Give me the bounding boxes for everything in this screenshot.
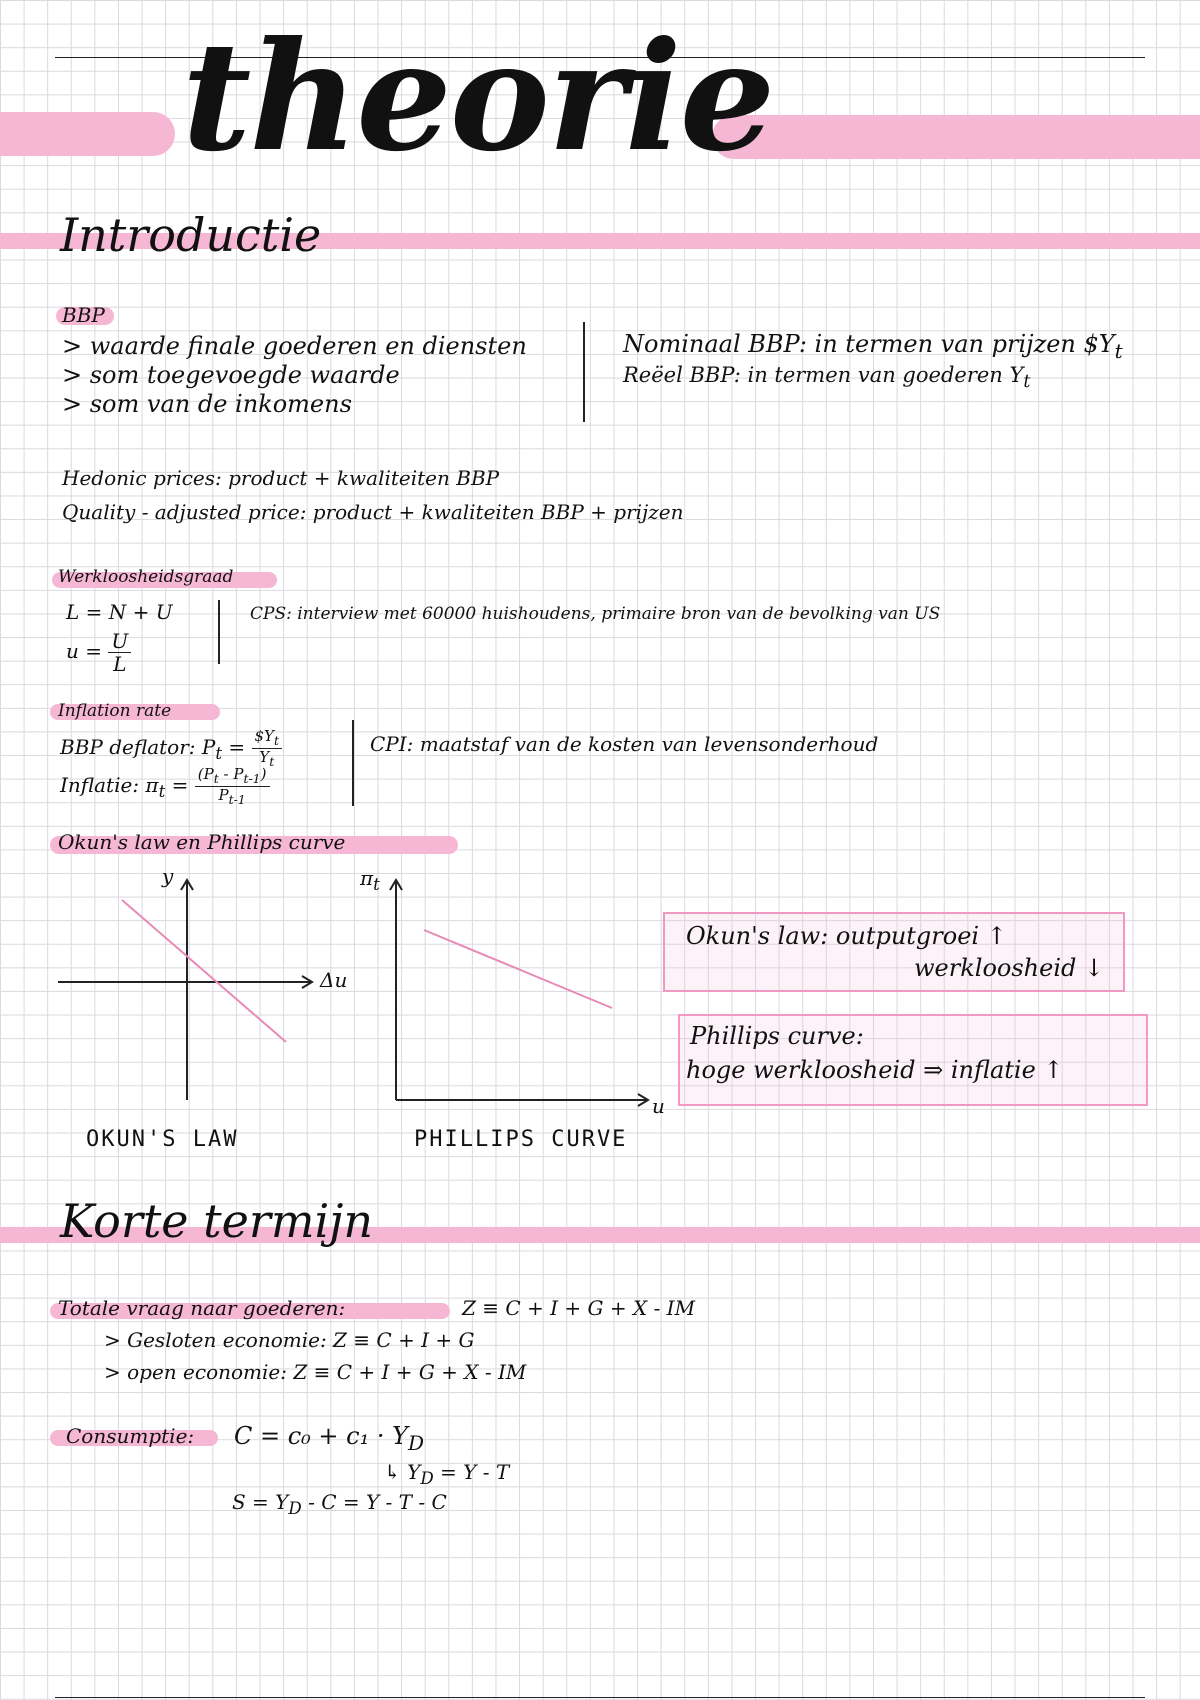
- okun-y-axis-label: y: [162, 864, 174, 888]
- okun-label: Okun's law en Phillips curve: [58, 830, 346, 854]
- inflatie-fraction: $\frac{(P_t - P_{t-1})}{P_{t-1}}$: [195, 766, 270, 807]
- totale-eq: Z ≡ C + I + G + X - IM: [462, 1296, 696, 1320]
- bbp-definitions: [623, 330, 1123, 393]
- title-highlight-left: [0, 112, 175, 156]
- bottom-rule: [55, 1697, 1145, 1698]
- inflation-label: Inflation rate: [58, 701, 172, 721]
- phillips-note-line2: hoge werkloosheid ⇒ inflatie ↑: [686, 1056, 1064, 1084]
- phillips-graph: [380, 860, 680, 1110]
- korte-heading: Korte termijn: [60, 1194, 374, 1248]
- werkloosheid-divider: [218, 600, 220, 664]
- phillips-x-axis-label: u: [652, 1094, 665, 1118]
- bbp-divider: [583, 322, 585, 422]
- bbp-bullet: > waarde finale goederen en diensten: [62, 332, 527, 360]
- page-title: theorie: [182, 9, 774, 185]
- bbp-bullet: > som toegevoegde waarde: [62, 360, 400, 389]
- okun-caption: OKUN'S LAW: [86, 1127, 239, 1152]
- werkloosheid-label: Werkloosheidsgraad: [58, 567, 234, 587]
- okun-note-line1: Okun's law: outputgroei ↑: [686, 922, 1007, 950]
- open-line: > open economie: Z ≡ C + I + G + X - IM: [104, 1360, 527, 1384]
- nominal-bbp: Nominaal BBP: in termen van prijzen $\$Y_t$: [623, 330, 1123, 363]
- consumptie-label: Consumptie:: [66, 1424, 195, 1448]
- gesloten-line: > Gesloten economie: Z ≡ C + I + G: [104, 1328, 475, 1352]
- title-highlight-right: [712, 115, 1200, 159]
- quality-line: Quality - adjusted price: product + kwaliteiten BBP + prijzen: [62, 500, 684, 524]
- bbp-bullet: > som van de inkomens: [62, 389, 352, 418]
- okun-graph: [50, 860, 350, 1110]
- phillips-note-line1: Phillips curve:: [690, 1022, 864, 1050]
- yd-eq: ↳ $Y_D = Y - T$: [384, 1460, 510, 1488]
- cps-line: CPS: interview met 60000 huishoudens, primaire bron van de bevolking van US: [250, 604, 941, 624]
- phillips-caption: PHILLIPS CURVE: [414, 1127, 628, 1152]
- werkloosheid-fraction: $\frac{U}{L}$: [108, 630, 131, 675]
- werkloosheid-eq2: u = $\frac{U}{L}$: [66, 630, 131, 675]
- werkloosheid-eq1: L = N + U: [66, 600, 173, 624]
- intro-heading: Introductie: [60, 208, 322, 262]
- deflator-fraction: $\frac{\$Y_t}{Y_t}$: [252, 728, 282, 769]
- phillips-y-axis-label: $\pi_t$: [360, 866, 380, 894]
- bbp-label: BBP: [62, 303, 105, 327]
- s-eq: $S = Y_D - C = Y - T - C$: [232, 1490, 447, 1518]
- bbp-bullets: [62, 332, 527, 418]
- real-bbp: Reëel BBP: in termen van goederen $Y_t$: [623, 362, 1031, 392]
- inflation-divider: [352, 720, 354, 806]
- totale-label: Totale vraag naar goederen:: [58, 1296, 346, 1320]
- okun-note-line2: werkloosheid ↓: [914, 954, 1105, 982]
- deflator-eq: BBP deflator: $P_t$ = $\frac{\$Y_t}{Y_t}$: [60, 728, 282, 769]
- consumptie-eq: $C = c_0 + c_1 \cdot Y_D$: [234, 1422, 424, 1455]
- cpi-line: CPI: maatstaf van de kosten van levensonderhoud: [370, 732, 879, 756]
- inflatie-eq: Inflatie: $\pi_t$ = $\frac{(P_t - P_{t-1})}{P_{t-1}}$: [60, 766, 270, 807]
- okun-x-axis-label: Δu: [320, 968, 348, 992]
- hedonic-line: Hedonic prices: product + kwaliteiten BBP: [62, 466, 500, 490]
